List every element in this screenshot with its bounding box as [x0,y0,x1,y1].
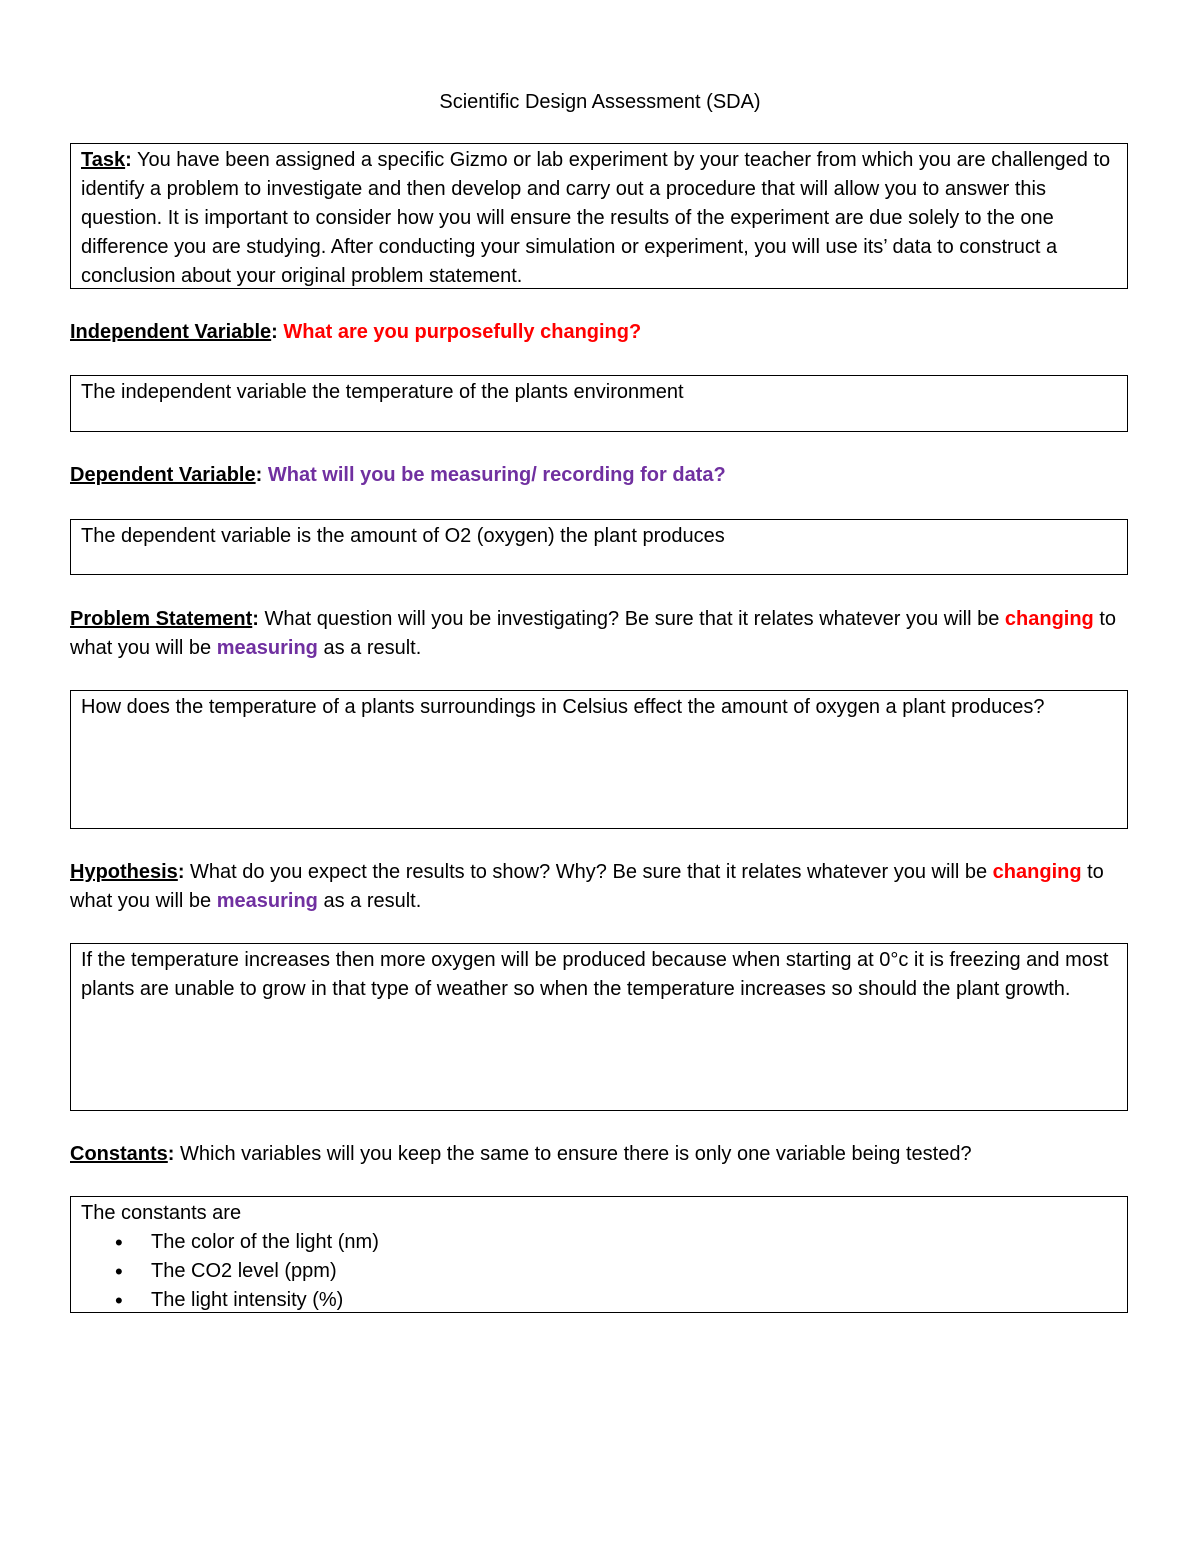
constants-answer-box[interactable] [70,1196,1128,1313]
hypothesis-label: Hypothesis [70,861,178,883]
independent-variable-prompt: What are you purposefully changing? [277,321,642,343]
hypothesis-heading [70,858,1130,916]
problem-changing-word: changing [1004,608,1094,630]
task-colon: : [125,149,132,171]
independent-variable-label: Independent Variable [70,321,272,343]
constants-list-item: • The color of the light (nm) [151,1228,1117,1257]
constants-heading [70,1140,1130,1169]
constants-list-item: • The light intensity (%) [151,1286,1117,1315]
dependent-variable-prompt: What will you be measuring/ recording for data? [262,464,726,486]
problem-statement-prompt-a: What question will you be investigating? Be sure that it relates whatever you will be [258,608,1005,630]
problem-measuring-word: measuring [216,637,318,659]
task-label: Task [81,149,126,171]
task-box [70,143,1128,289]
independent-variable-heading [70,318,1130,347]
dependent-variable-label: Dependent Variable [70,464,256,486]
hypothesis-prompt-a: What do you expect the results to show? Why? Be sure that it relates whatever you will be [184,861,993,883]
independent-variable-answer: The independent variable the temperature of the plants environment [81,381,684,403]
constants-label: Constants [70,1143,168,1165]
hypothesis-prompt-c: as a result. [317,890,422,912]
dependent-variable-colon: : [255,464,263,486]
hypothesis-measuring-word: measuring [216,890,318,912]
problem-statement-answer-box[interactable] [70,690,1128,829]
dependent-variable-answer-box[interactable] [70,519,1128,575]
problem-statement-prompt-c: as a result. [317,637,422,659]
constants-list [81,1228,1117,1315]
problem-statement-label: Problem Statement [70,608,253,630]
dependent-variable-answer: The dependent variable is the amount of O2 (oxygen) the plant produces [81,525,725,547]
hypothesis-answer: If the temperature increases then more oxygen will be produced because when starting at 0°c it is freezing and most plants are unable to grow in that type of weather so when the temperature increases so should the plant growth. [81,949,1109,1000]
hypothesis-answer-box[interactable] [70,943,1128,1111]
task-text: You have been assigned a specific Gizmo or lab experiment by your teacher from which you are challenged to identify a problem to investigate and then develop and carry out a procedure that will allow you to answer this question. It is important to consider how you will ensure the results of the experiment are due solely to the one difference you are studying. After conducting your simulation or experiment, you will use its’ data to construct a conclusion about your original problem statement. [81,149,1111,287]
independent-variable-colon: : [271,321,278,343]
problem-statement-answer: How does the temperature of a plants surroundings in Celsius effect the amount of oxygen a plant produces? [81,696,1045,718]
problem-statement-colon: : [252,608,259,630]
hypothesis-colon: : [177,861,185,883]
hypothesis-prompt-b: to what you will be [70,861,1104,912]
problem-statement-prompt-b: to what you will be [70,608,1117,659]
constants-prompt: Which variables will you keep the same to ensure there is only one variable being tested? [174,1143,972,1165]
page-title: Scientific Design Assessment (SDA) [439,91,761,113]
independent-variable-answer-box[interactable] [70,375,1128,432]
constants-colon: : [167,1143,175,1165]
dependent-variable-heading [70,461,1130,490]
problem-statement-heading [70,605,1130,663]
constants-list-item: • The CO2 level (ppm) [151,1257,1117,1286]
hypothesis-changing-word: changing [992,861,1082,883]
constants-intro: The constants are [81,1202,242,1224]
